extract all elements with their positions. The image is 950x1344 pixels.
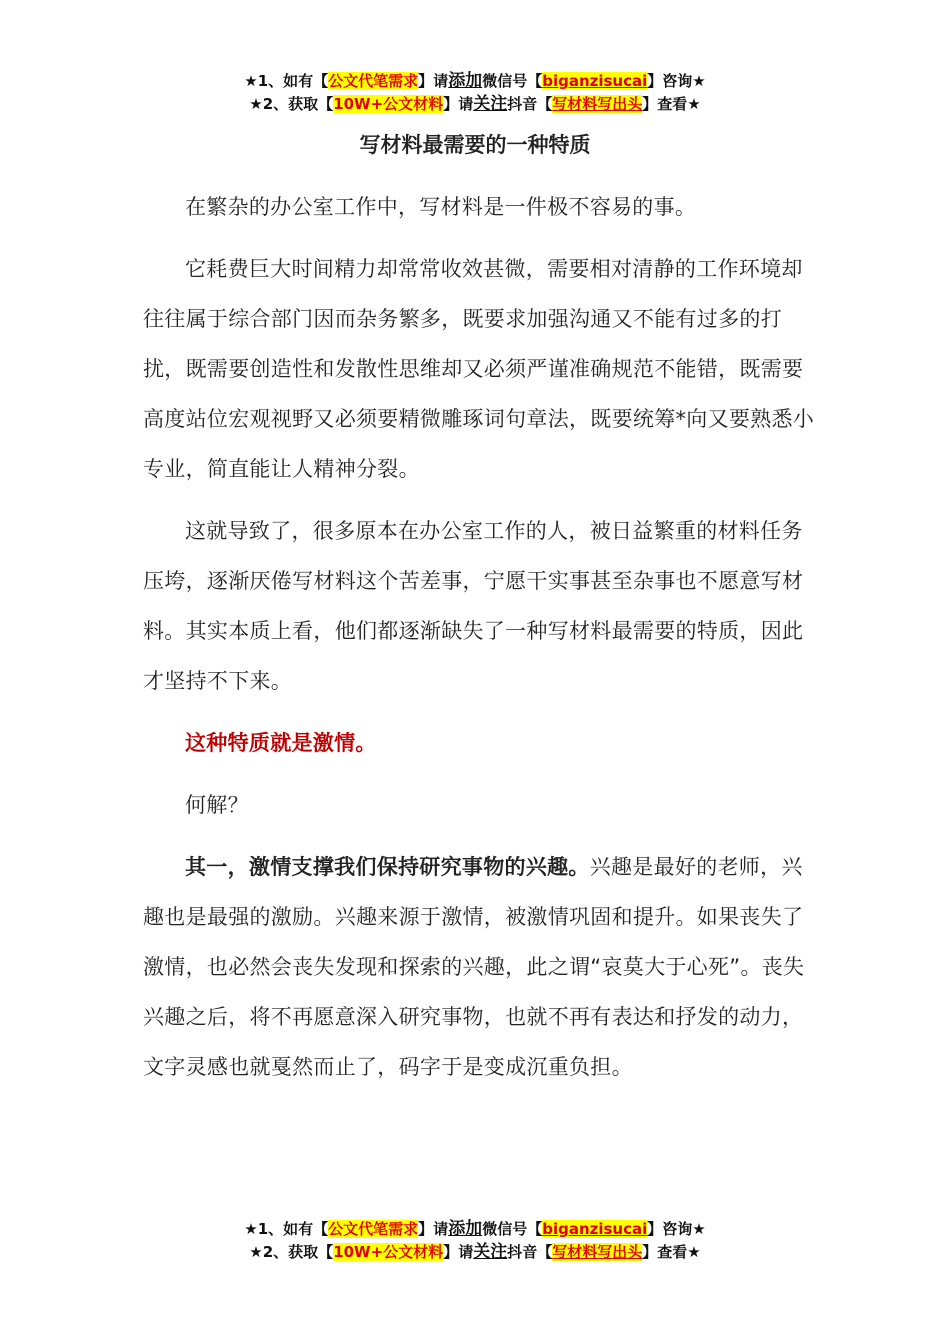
banner-highlight: 10W+公文材料 — [333, 1243, 444, 1261]
banner-text: ★1、如有【 — [244, 1220, 329, 1238]
banner-highlight: 公文代笔需求 — [328, 1220, 419, 1238]
document-body — [143, 182, 823, 1104]
banner-douyin-id: 写材料写出头 — [552, 1243, 643, 1261]
banner-text: ★2、获取【 — [249, 95, 334, 113]
paragraph-question: 何解？ — [185, 793, 249, 817]
banner-text: 微信号【 — [482, 1220, 543, 1238]
banner-line-1 — [0, 1218, 950, 1241]
paragraph-difficulties: 它耗费巨大时间精力却常常收效甚微，需要相对清静的工作环境却往往属于综合部门因而杂务繁多，既要求加强沟通又不能有过多的打扰，既需要创造性和发散性思维却又必须严谨准确规范不能错，既需要高度站位宏观视野又必须要精微雕琢词句章法，既要统筹*向又要熟悉小专业，简直能让人精神分裂。 — [143, 257, 815, 481]
point-one-text: 兴趣是最好的老师，兴趣也是最强的激励。兴趣来源于激情，被激情巩固和提升。如果丧失了激情，也必然会丧失发现和探索的兴趣，此之谓“哀莫大于心死”。丧失兴趣之后，将不再愿意深入研究事物，也就不再有表达和抒发的动力，文字灵感也就戛然而止了，码字于是变成沉重负担。 — [143, 855, 805, 1079]
banner-text: 】请 — [443, 95, 474, 113]
banner-wechat-id: biganzisucai — [542, 1220, 648, 1238]
paragraph-point-one — [143, 842, 823, 1092]
banner-text: 】咨询★ — [647, 72, 706, 90]
header-banner — [0, 70, 950, 116]
banner-text: ★2、获取【 — [249, 1243, 334, 1261]
banner-text: 】查看★ — [642, 95, 701, 113]
banner-text: 】请 — [418, 72, 449, 90]
banner-emphasis: 关注 — [473, 1242, 508, 1262]
paragraph-consequence: 这就导致了，很多原本在办公室工作的人，被日益繁重的材料任务压垮，逐渐厌倦写材料这个苦差事，宁愿干实事甚至杂事也不愿意写材料。其实本质上看，他们都逐渐缺失了一种写材料最需要的特质，因此才坚持不下来。 — [143, 519, 804, 693]
banner-highlight: 10W+公文材料 — [333, 95, 444, 113]
banner-emphasis: 添加 — [448, 1219, 483, 1239]
banner-line-2 — [0, 1241, 950, 1264]
banner-emphasis: 添加 — [448, 71, 483, 91]
banner-text: 】咨询★ — [647, 1220, 706, 1238]
point-one-lead: 其一，激情支撑我们保持研究事物的兴趣。 — [185, 855, 590, 879]
banner-emphasis: 关注 — [473, 94, 508, 114]
banner-wechat-id: biganzisucai — [542, 72, 648, 90]
banner-text: 微信号【 — [482, 72, 543, 90]
banner-line-2 — [0, 93, 950, 116]
banner-text: 抖音【 — [507, 1243, 553, 1261]
banner-highlight: 公文代笔需求 — [328, 72, 419, 90]
banner-text: 】请 — [443, 1243, 474, 1261]
banner-text: 抖音【 — [507, 95, 553, 113]
document-title: 写材料最需要的一种特质 — [359, 133, 591, 157]
paragraph-intro: 在繁杂的办公室工作中，写材料是一件极不容易的事。 — [185, 195, 697, 219]
banner-text: ★1、如有【 — [244, 72, 329, 90]
banner-text: 】请 — [418, 1220, 449, 1238]
banner-text: 】查看★ — [642, 1243, 701, 1261]
banner-douyin-id: 写材料写出头 — [552, 95, 643, 113]
footer-banner — [0, 1218, 950, 1264]
paragraph-key-point: 这种特质就是激情。 — [185, 731, 377, 755]
banner-line-1 — [0, 70, 950, 93]
